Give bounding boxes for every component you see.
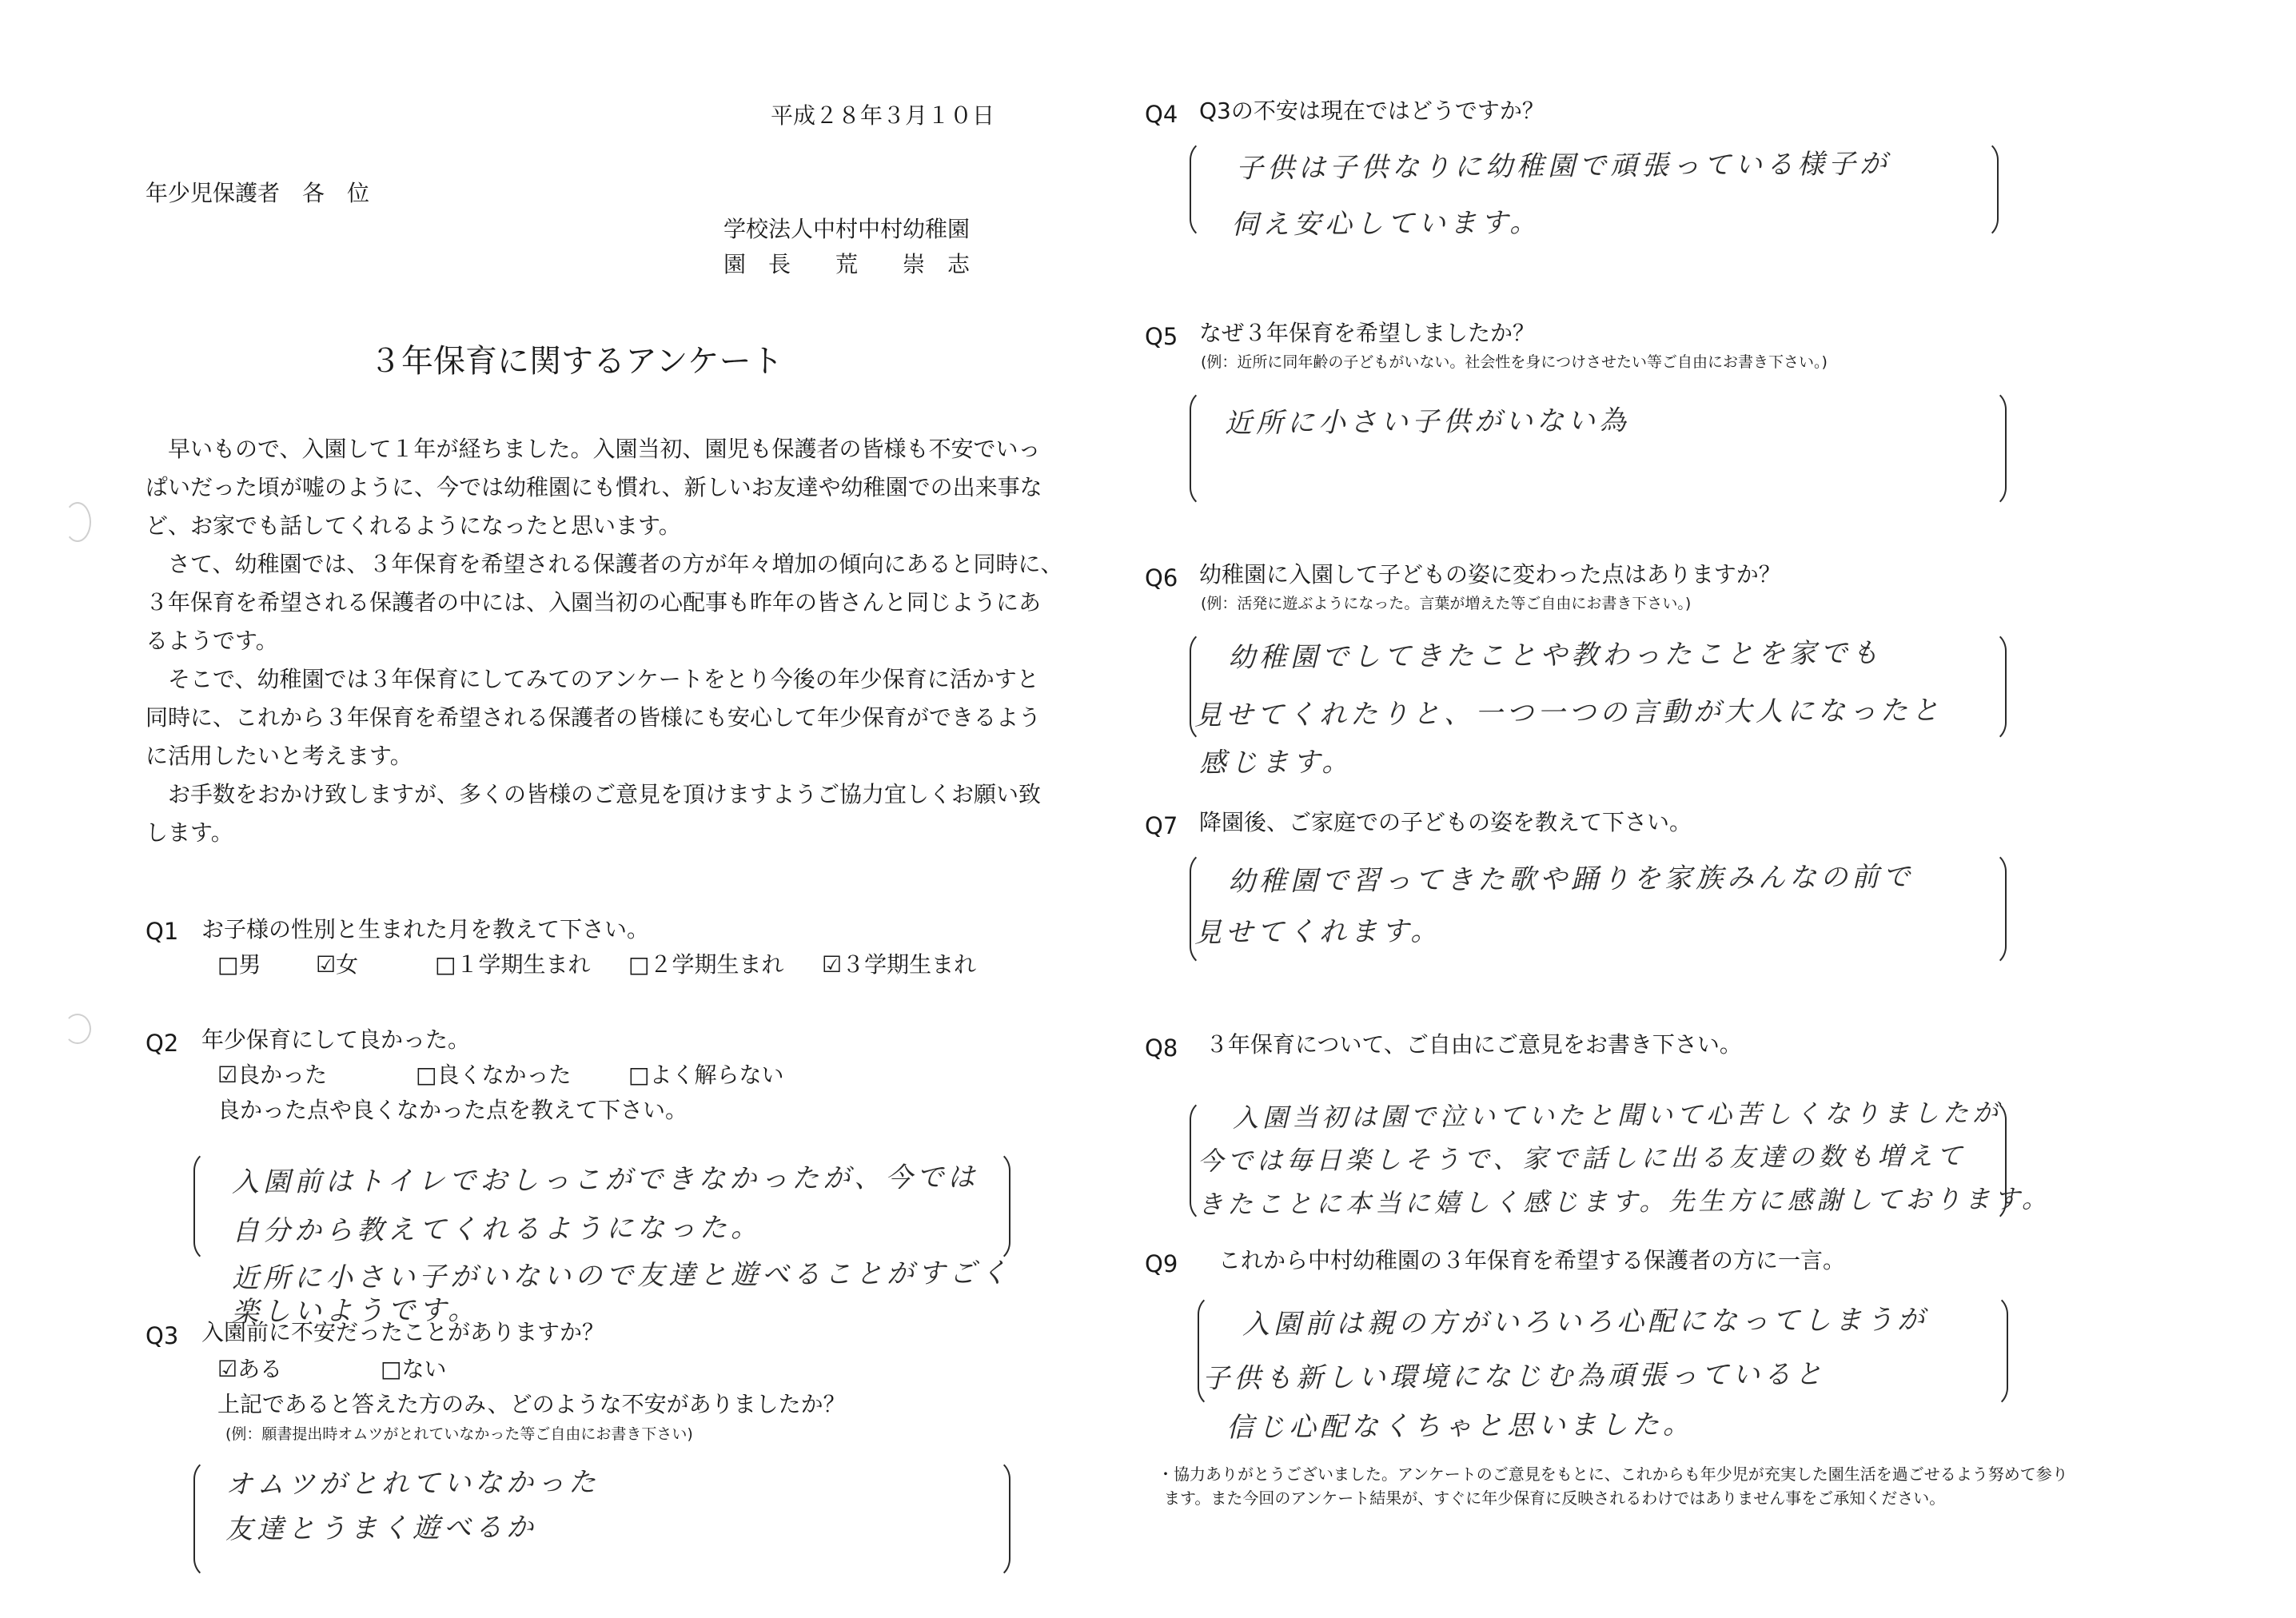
q9-label: Q9	[1145, 1250, 1178, 1277]
q7-answer-line: 見せてくれます。	[1194, 915, 1442, 950]
q5-answer-line: 近所に小さい子供がいない為	[1224, 404, 1631, 440]
q1-label: Q1	[145, 918, 179, 945]
intro-line: 同時に、これから３年保育を希望される保護者の皆様にも安心して年少保育ができるよう	[145, 704, 1042, 731]
q9-question: これから中村幼稚園の３年保育を希望する保護者の方に一言。	[1218, 1247, 1846, 1273]
q1-question: お子様の性別と生まれた月を教えて下さい。	[201, 916, 650, 943]
intro-line: お手数をおかけ致しますが、多くの皆様のご意見を頂けますようご協力宜しくお願い致	[145, 781, 1042, 807]
q1-option-term1[interactable]: □１学期生まれ	[435, 951, 591, 978]
q6-label: Q6	[1145, 564, 1178, 592]
intro-line: ぱいだった頃が嘘のように、今では幼稚園にも慣れ、新しいお友達や幼稚園での出来事な	[145, 474, 1042, 500]
q2-label: Q2	[145, 1030, 179, 1057]
q9-answer-line: 信じ心配なくちゃと思いました。	[1226, 1408, 1695, 1445]
intro-line: ３年保育を希望される保護者の中には、入園当初の心配事も昨年の皆さんと同じようにあ	[145, 589, 1042, 616]
q1-option-female[interactable]: ☑女	[316, 951, 359, 978]
q7-answer-line: 幼稚園で習ってきた歌や踊りを家族みんなの前で	[1227, 861, 1915, 898]
q2-answer-line: 自分から教えてくれるようになった。	[231, 1211, 763, 1248]
q3-subquestion: 上記であると答えた方のみ、どのような不安がありましたか？	[217, 1391, 846, 1417]
organization: 学校法人中村中村幼稚園	[723, 216, 971, 242]
recipient: 年少児保護者 各 位	[145, 180, 370, 206]
q2-option-good[interactable]: ☑良かった	[217, 1062, 328, 1088]
intro-paragraph	[145, 430, 1063, 852]
q4-answer-line: 伺え安心しています。	[1230, 206, 1541, 241]
q2-answer-line: 近所に小さい子がいないので友達と遊べることがすごく	[231, 1257, 1012, 1295]
q2-option-not-good[interactable]: □良くなかった	[416, 1062, 572, 1088]
scan-mark	[64, 1014, 91, 1044]
q1-option-term2[interactable]: □２学期生まれ	[628, 951, 784, 978]
q8-answer-line: 入園当初は園で泣いていたと聞いて心苦しくなりましたが	[1232, 1097, 2003, 1134]
director: 園 長 荒 崇 志	[723, 251, 971, 277]
footer-note-line: ます。また今回のアンケート結果が、すぐに年少保育に反映されるわけではありません事をご承知ください。	[1164, 1488, 1946, 1508]
q5-question: なぜ３年保育を希望しましたか？	[1199, 320, 1536, 346]
q3-answer-line: 友達とうまく遊べるか	[225, 1511, 538, 1546]
intro-line: します。	[145, 819, 233, 846]
q3-label: Q3	[145, 1322, 179, 1349]
q8-label: Q8	[1145, 1034, 1178, 1062]
q6-answer-line: 幼稚園でしてきたことや教わったことを家でも	[1227, 637, 1883, 674]
q3-option-yes[interactable]: ☑ある	[217, 1356, 283, 1382]
q2-option-unsure[interactable]: □よく解らない	[628, 1062, 784, 1088]
q4-label: Q4	[1145, 101, 1178, 128]
q8-answer-line: きたことに本当に嬉しく感じます。先生方に感謝しております。	[1197, 1183, 2052, 1220]
q6-answer-line: 感じます。	[1198, 746, 1353, 779]
q7-question: 降園後、ご家庭での子どもの姿を教えて下さい。	[1199, 809, 1692, 835]
q5-label: Q5	[1145, 323, 1178, 350]
q4-question: Q3の不安は現在ではどうですか？	[1199, 98, 1545, 124]
q2-question: 年少保育にして良かった。	[201, 1026, 471, 1053]
scan-mark	[64, 502, 91, 542]
q1-option-male[interactable]: □男	[217, 951, 261, 978]
q9-answer-line: 入園前は親の方がいろいろ心配になってしまうが	[1242, 1304, 1929, 1341]
q3-option-no[interactable]: □ない	[381, 1356, 447, 1382]
q4-answer-line: 子供は子供なりに幼稚園で頑張っている様子が	[1235, 148, 1891, 185]
q8-question: ３年保育について、ご自由にご意見をお書き下さい。	[1206, 1031, 1742, 1058]
q6-answer-line: 見せてくれたりと、一つ一つの言動が大人になったと	[1194, 694, 1943, 732]
footer-note-line: ・協力ありがとうございました。アンケートのご意見をもとに、これからも年少児が充実した園生活を過ごせるよう努めて参り	[1158, 1465, 2068, 1484]
q8-answer-line: 今では毎日楽しそうで、家で話しに出る友達の数も増えて	[1197, 1140, 1967, 1177]
q9-answer-line: 子供も新しい環境になじむ為頑張っていると	[1202, 1358, 1827, 1395]
q2-answer-line: 入園前はトイレでおしっこができなかったが、今では	[231, 1161, 979, 1199]
intro-line: そこで、幼稚園では３年保育にしてみてのアンケートをとり今後の年少保育に活かすと	[145, 666, 1039, 692]
q2-subquestion: 良かった点や良くなかった点を教えて下さい。	[217, 1097, 688, 1123]
q3-answer-line: オムツがとれていなかった	[225, 1466, 600, 1501]
q2-answer-line: 楽しいようです。	[231, 1293, 480, 1329]
page-title: ３年保育に関するアンケート	[369, 343, 783, 380]
q6-question: 幼稚園に入園して子どもの姿に変わった点はありますか？	[1199, 561, 1781, 588]
date: 平成２８年３月１０日	[771, 102, 995, 129]
intro-line: に活用したいと考えます。	[145, 743, 413, 769]
q7-label: Q7	[1145, 812, 1178, 839]
intro-line: ど、お家でも話してくれるようになったと思います。	[145, 512, 681, 539]
intro-line: るようです。	[145, 628, 278, 654]
intro-line: さて、幼稚園では、３年保育を希望される保護者の方が年々増加の傾向にあると同時に、	[145, 551, 1063, 577]
q3-question: 入園前に不安だったことがありますか？	[201, 1319, 605, 1345]
q6-example: (例：活発に遊ぶようになった。言葉が増えた等ご自由にお書き下さい。)	[1201, 595, 1692, 612]
q5-example: (例：近所に同年齢の子どもがいない。社会性を身につけさせたい等ご自由にお書き下さい。)	[1201, 353, 1828, 371]
q3-example: (例：願書提出時オムツがとれていなかった等ご自由にお書き下さい)	[225, 1425, 693, 1443]
intro-line: 早いもので、入園して１年が経ちました。入園当初、園児も保護者の皆様も不安でいっ	[145, 436, 1041, 462]
q1-option-term3[interactable]: ☑３学期生まれ	[822, 951, 977, 978]
